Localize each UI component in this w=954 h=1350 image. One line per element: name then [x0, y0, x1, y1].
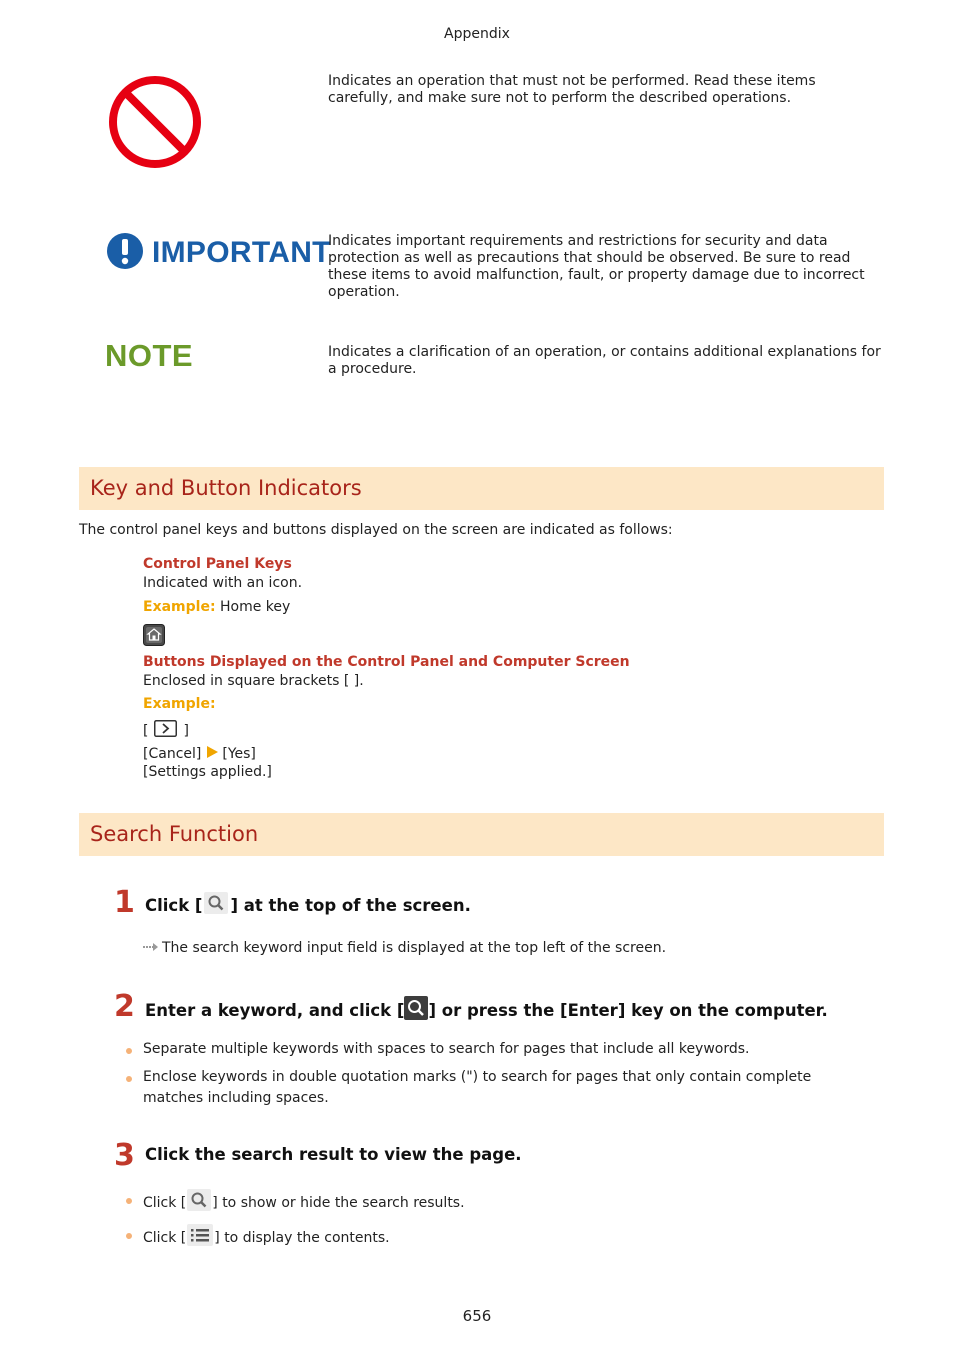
step-3-title: Click the search result to view the page. — [145, 1145, 522, 1164]
step-1-title-pre: Click [ — [145, 895, 203, 915]
cancel-yes-example — [143, 745, 256, 763]
step-2-title-post: ] or press the [Enter] key on the computer. — [428, 1000, 828, 1020]
section-heading-text: Search Function — [90, 822, 259, 846]
note-description: Indicates a clarification of an operation, or contains additional explanations for a procedure. — [328, 344, 881, 377]
section-heading-text: Key and Button Indicators — [90, 476, 362, 500]
search-icon — [204, 892, 228, 918]
buttons-example-label: Example: — [143, 696, 216, 712]
chevron-right-icon — [154, 720, 177, 742]
buttons-title: Buttons Displayed on the Control Panel and Computer Screen — [143, 654, 630, 670]
step-2-title-pre: Enter a keyword, and click [ — [145, 1000, 405, 1020]
next-button-example — [143, 720, 189, 742]
list-item-text: Separate multiple keywords with spaces to search for pages that include all keywords. — [143, 1041, 750, 1057]
bracket-open: [ — [143, 723, 149, 739]
triangle-right-icon — [207, 745, 218, 763]
step-1-title-post: ] at the top of the screen. — [230, 895, 471, 915]
step-2-title — [145, 996, 828, 1024]
control-panel-keys-example — [143, 598, 290, 616]
important-text: IMPORTANT — [152, 236, 331, 269]
page-number: 656 — [462, 1307, 492, 1325]
section-heading-key-button — [79, 467, 884, 510]
important-label — [106, 232, 331, 274]
home-key-icon — [143, 624, 165, 650]
note-label: NOTE — [105, 338, 194, 373]
search-icon — [187, 1189, 211, 1218]
step-2-number: 2 — [114, 989, 135, 1024]
search-icon — [404, 996, 428, 1024]
list-item-text: Enclose keywords in double quotation marks (") to search for pages that only contain complete matches including spaces. — [143, 1069, 812, 1106]
control-panel-keys-desc: Indicated with an icon. — [143, 575, 303, 591]
list-item — [126, 1224, 866, 1253]
list-item-text: Click [ ] to show or hide the search results. — [143, 1189, 866, 1218]
page-header: Appendix — [444, 26, 510, 42]
list-item-text: Click [ ] to display the contents. — [143, 1224, 866, 1253]
prohibited-description: Indicates an operation that must not be performed. Read these items carefully, and make sure not to perform the described operations. — [328, 73, 816, 106]
settings-applied-example: [Settings applied.] — [143, 764, 272, 780]
cancel-label: [Cancel] — [143, 746, 202, 762]
step-1-result-text: The search keyword input field is displayed at the top left of the screen. — [162, 940, 667, 956]
list-item — [126, 1067, 866, 1109]
bracket-close: ] — [183, 723, 189, 739]
example-label: Example: — [143, 599, 216, 615]
step-1-number: 1 — [114, 885, 135, 920]
key-section-intro: The control panel keys and buttons displayed on the screen are indicated as follows: — [79, 522, 673, 538]
step-3-number: 3 — [114, 1138, 135, 1173]
example-text: Home key — [220, 599, 291, 615]
arrow-right-icon — [143, 939, 159, 957]
list-item — [126, 1189, 866, 1218]
control-panel-keys-title: Control Panel Keys — [143, 556, 292, 572]
list-item — [126, 1039, 866, 1060]
section-heading-search — [79, 813, 884, 856]
step-1-result — [143, 939, 666, 957]
important-description: Indicates important requirements and restrictions for security and data protection as well as precautions that should be observed. Be sure to read these items to avoid malfunction, fault, or property damage due to incorrect operation. — [328, 233, 865, 300]
step-1-title — [145, 892, 471, 918]
yes-label: [Yes] — [222, 746, 256, 762]
exclamation-icon — [106, 232, 144, 274]
buttons-desc: Enclosed in square brackets [ ]. — [143, 673, 364, 689]
prohibition-icon — [107, 74, 203, 170]
list-icon — [187, 1224, 213, 1253]
